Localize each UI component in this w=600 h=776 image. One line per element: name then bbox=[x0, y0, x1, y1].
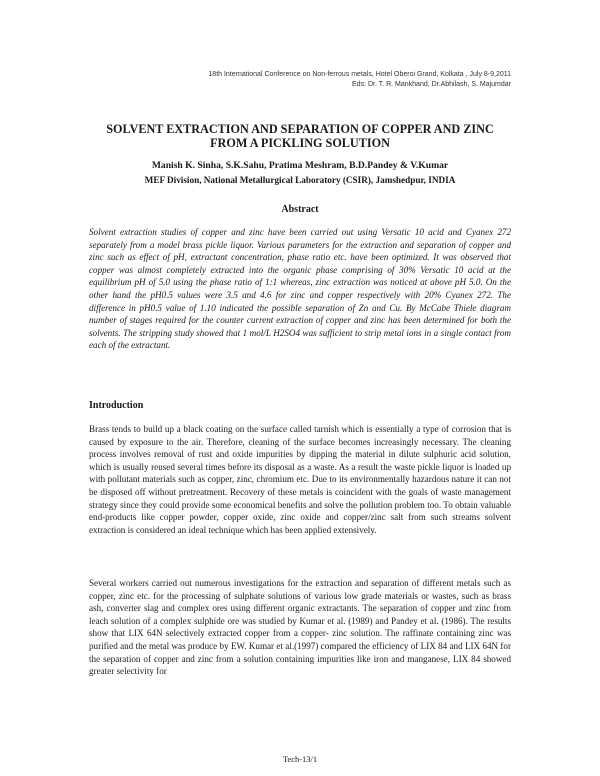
author-list: Manish K. Sinha, S.K.Sahu, Pratima Meshram, B.D.Pandey & V.Kumar bbox=[151, 160, 449, 171]
introduction-paragraph-1: Brass tends to build up a black coating on the surface called tarnish which is essentially a type of corrosion that is caused by exposure to the air. Therefore, cleaning of the surface becomes increasingly necessary. The cleaning process involves removal of rust and oxide impurities by dipping the material in dilute sulphuric acid solution, which is usually reused several times before its disposal as a waste. As a result the waste pickle liquor is loaded up with pollutant materials such as copper, zinc, chromium etc. Due to its environmentally hazardous nature it can not be disposed off without pretreatment. Recovery of these metals is coincident with the goals of waste management strategy since they could provide some economical benefits and solve the pollution problem too. To obtain valuable end-products like copper powder, copper oxide, zinc oxide and copper/zinc salt from such streams solvent extraction is considered an ideal technique which has been applied extensively. bbox=[89, 424, 511, 535]
title-line-1: SOLVENT EXTRACTION AND SEPARATION OF COPPER AND ZINC bbox=[106, 122, 494, 136]
abstract-text: Solvent extraction studies of copper and zinc have been carried out using Versatic 10 acid and Cyanex 272 separately from a model brass pickle liquor. Various parameters for the extraction and separation of copper and zinc such as effect of pH, extractant concentration, phase ratio etc. have been optimized. It was observed that copper was almost completely extracted into the organic phase comprising of 30% Versatic 10 acid at the equilibrium pH of 5.0 using the phase ratio of 1:1 whereas, zinc extraction was noticed at above pH 5.0. On the other hand the pH0.5 values were 3.5 and 4.6 for zinc and copper respectively with 20% Cyanex 272. The difference in pH0.5 value of 1.10 indicated the possible separation of Zn and Cu. By McCabe Thiele diagram number of stages required for the counter current extraction of copper and zinc has been determined for both the solvents. The stripping study showed that 1 mol/L H2SO4 was sufficient to strip metal ions in a single contact from each of the extractant. bbox=[89, 227, 511, 351]
introduction-paragraph-2: Several workers carried out numerous investigations for the extraction and separation of different metals such as copper, zinc etc. for the processing of sulphate solutions of various low grade materials or wastes, such as brass ash, converter slag and complex ores using different organic extractants. The separation of copper and zinc from leach solution of a complex sulphide ore was studied by Kumar et al. (1989) and Pandey et al. (1986). The results show that LIX 64N selectively extracted copper from a copper- zinc solution. The raffinate containing zinc was purified and the metal was produce by EW. Kumar et al.(1997) compared the efficiency of LIX 84 and LIX 64N for the separation of copper and zinc from a solution containing impurities like iron and manganese, LIX 84 showed greater selectivity for bbox=[89, 578, 511, 677]
abstract-heading: Abstract bbox=[281, 204, 319, 215]
affiliation: MEF Division, National Metallurgical Laboratory (CSIR), Jamshedpur, INDIA bbox=[144, 175, 456, 185]
conference-line: 18th International Conference on Non-ferrous metals, Hotel Oberoi Grand, Kolkata , July 8-9,2011 bbox=[208, 71, 511, 78]
page-number: Tech-13/1 bbox=[282, 754, 318, 764]
title-line-2: FROM A PICKLING SOLUTION bbox=[210, 136, 390, 150]
paper-title bbox=[60, 122, 540, 150]
conference-header bbox=[208, 70, 511, 90]
editors-line: Eds: Dr. T. R. Mankhand, Dr.Abhilash, S. Majumdar bbox=[352, 81, 511, 88]
introduction-heading: Introduction bbox=[89, 400, 144, 411]
